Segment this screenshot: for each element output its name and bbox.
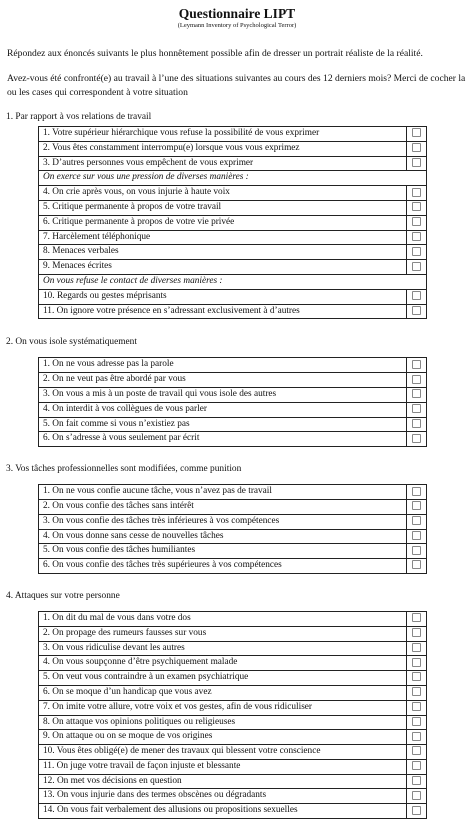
checkbox-cell [407, 626, 427, 641]
answer-checkbox[interactable] [412, 560, 421, 569]
question-row [39, 417, 427, 432]
checkbox-cell [407, 289, 427, 304]
question-row [39, 432, 427, 447]
checkbox-cell [407, 559, 427, 574]
question-text: 8. Menaces verbales [39, 245, 407, 260]
checkbox-cell [407, 611, 427, 626]
checkbox-cell [407, 186, 427, 201]
section-tasks [4, 463, 470, 574]
answer-checkbox[interactable] [412, 687, 421, 696]
answer-checkbox[interactable] [412, 232, 421, 241]
answer-checkbox[interactable] [412, 375, 421, 384]
section-title: 3. Vos tâches professionnelles sont modifiées, comme punition [6, 464, 242, 475]
question-text: 6. On se moque d’un handicap que vous avez [39, 685, 407, 700]
instructions-paragraph: Avez-vous été confronté(e) au travail à l’une des situations suivantes au cours des 12 derniers mois? Merci de cocher la ou les cases qui correspondent à votre situation [7, 73, 466, 98]
question-text: 7. On imite votre allure, votre voix et vos gestes, afin de vous ridiculiser [39, 700, 407, 715]
question-row [39, 559, 427, 574]
question-row [39, 156, 427, 171]
answer-checkbox[interactable] [412, 306, 421, 315]
question-row [39, 804, 427, 819]
checkbox-cell [407, 230, 427, 245]
question-row [39, 245, 427, 260]
checkbox-cell [407, 685, 427, 700]
answer-checkbox[interactable] [412, 746, 421, 755]
question-row [39, 141, 427, 156]
question-row [39, 611, 427, 626]
subheading-text: On vous refuse le contact de diverses manières : [39, 274, 427, 289]
question-row [39, 789, 427, 804]
question-text: 4. On vous donne sans cesse de nouvelles tâches [39, 529, 407, 544]
section-title: 2. On vous isole systématiquement [6, 337, 137, 348]
question-text: 1. On ne vous confie aucune tâche, vous n’avez pas de travail [39, 485, 407, 500]
checkbox-cell [407, 432, 427, 447]
question-row [39, 544, 427, 559]
checkbox-cell [407, 514, 427, 529]
section-title: 4. Attaques sur votre personne [6, 590, 120, 601]
question-text: 6. Critique permanente à propos de votre vie privée [39, 215, 407, 230]
question-text: 3. On vous a mis à un poste de travail qui vous isole des autres [39, 387, 407, 402]
answer-checkbox[interactable] [412, 143, 421, 152]
question-row [39, 759, 427, 774]
checkbox-cell [407, 789, 427, 804]
question-row [39, 774, 427, 789]
question-text: 2. Vous êtes constamment interrompu(e) lorsque vous vous exprimez [39, 141, 407, 156]
question-text: 14. On vous fait verbalement des allusions ou propositions sexuelles [39, 804, 407, 819]
checkbox-cell [407, 544, 427, 559]
page-subtitle: (Leymann Inventory of Psychological Terror) [177, 22, 297, 29]
checkbox-cell [407, 499, 427, 514]
checkbox-cell [407, 804, 427, 819]
question-row [39, 641, 427, 656]
checkbox-cell [407, 730, 427, 745]
question-text: 6. On s’adresse à vous seulement par écrit [39, 432, 407, 447]
question-row [39, 700, 427, 715]
checkbox-cell [407, 156, 427, 171]
question-text: 2. On vous confie des tâches sans intérêt [39, 499, 407, 514]
question-row [39, 529, 427, 544]
section-isolation [4, 336, 470, 447]
checkbox-cell [407, 141, 427, 156]
checkbox-cell [407, 745, 427, 760]
answer-checkbox[interactable] [412, 806, 421, 815]
question-row [39, 626, 427, 641]
question-text: 4. On vous soupçonne d’être psychiquement malade [39, 656, 407, 671]
answer-checkbox[interactable] [412, 761, 421, 770]
question-row [39, 373, 427, 388]
question-text: 5. Critique permanente à propos de votre travail [39, 200, 407, 215]
question-row [39, 715, 427, 730]
checkbox-cell [407, 260, 427, 275]
checkbox-cell [407, 200, 427, 215]
subheading-text: On exerce sur vous une pression de diverses manières : [39, 171, 427, 186]
checkbox-cell [407, 402, 427, 417]
question-text: 1. On dit du mal de vous dans votre dos [39, 611, 407, 626]
answer-checkbox[interactable] [412, 516, 421, 525]
answer-checkbox[interactable] [412, 776, 421, 785]
page-title: Questionnaire LIPT [178, 6, 296, 21]
question-table [38, 357, 427, 447]
answer-checkbox[interactable] [412, 360, 421, 369]
checkbox-cell [407, 245, 427, 260]
checkbox-cell [407, 127, 427, 142]
question-text: 9. Menaces écrites [39, 260, 407, 275]
checkbox-cell [407, 417, 427, 432]
section-relations [4, 111, 470, 319]
answer-checkbox[interactable] [412, 217, 421, 226]
answer-checkbox[interactable] [412, 717, 421, 726]
subheading-row [39, 274, 427, 289]
question-text: 10. Vous êtes obligé(e) de mener des travaux qui blessent votre conscience [39, 745, 407, 760]
question-row [39, 745, 427, 760]
question-row [39, 499, 427, 514]
question-row [39, 685, 427, 700]
question-text: 3. On vous confie des tâches très inférieures à vos compétences [39, 514, 407, 529]
question-text: 10. Regards ou gestes méprisants [39, 289, 407, 304]
checkbox-cell [407, 485, 427, 500]
question-text: 5. On vous confie des tâches humiliantes [39, 544, 407, 559]
question-table [38, 126, 427, 319]
checkbox-cell [407, 671, 427, 686]
question-text: 1. Votre supérieur hiérarchique vous refuse la possibilité de vous exprimer [39, 127, 407, 142]
checkbox-cell [407, 373, 427, 388]
question-table [38, 484, 427, 574]
answer-checkbox[interactable] [412, 501, 421, 510]
question-text: 6. On vous confie des tâches très supérieures à vos compétences [39, 559, 407, 574]
checkbox-cell [407, 715, 427, 730]
answer-checkbox[interactable] [412, 291, 421, 300]
answer-checkbox[interactable] [412, 702, 421, 711]
question-row [39, 260, 427, 275]
answer-checkbox[interactable] [412, 487, 421, 496]
answer-checkbox[interactable] [412, 628, 421, 637]
checkbox-cell [407, 215, 427, 230]
question-row [39, 402, 427, 417]
answer-checkbox[interactable] [412, 247, 421, 256]
subheading-row [39, 171, 427, 186]
answer-checkbox[interactable] [412, 434, 421, 443]
question-row [39, 304, 427, 319]
answer-checkbox[interactable] [412, 188, 421, 197]
question-text: 4. On interdit à vos collègues de vous parler [39, 402, 407, 417]
question-row [39, 127, 427, 142]
checkbox-cell [407, 358, 427, 373]
question-text: 7. Harcèlement téléphonique [39, 230, 407, 245]
checkbox-cell [407, 641, 427, 656]
question-text: 9. On attaque ou on se moque de vos origines [39, 730, 407, 745]
answer-checkbox[interactable] [412, 672, 421, 681]
question-row [39, 230, 427, 245]
question-row [39, 200, 427, 215]
checkbox-cell [407, 759, 427, 774]
checkbox-cell [407, 774, 427, 789]
question-row [39, 215, 427, 230]
answer-checkbox[interactable] [412, 546, 421, 555]
question-text: 1. On ne vous adresse pas la parole [39, 358, 407, 373]
section-title: 1. Par rapport à vos relations de travail [6, 112, 152, 122]
answer-checkbox[interactable] [412, 404, 421, 413]
question-text: 5. On fait comme si vous n’existiez pas [39, 417, 407, 432]
answer-checkbox[interactable] [412, 732, 421, 741]
question-text: 11. On ignore votre présence en s’adressant exclusivement à d’autres [39, 304, 407, 319]
question-text: 11. On juge votre travail de façon injuste et blessante [39, 759, 407, 774]
question-table [38, 611, 427, 819]
answer-checkbox[interactable] [412, 531, 421, 540]
question-text: 3. On vous ridiculise devant les autres [39, 641, 407, 656]
intro-paragraph: Répondez aux énoncés suivants le plus honnêtement possible afin de dresser un portrait réaliste de la réalité. [7, 48, 423, 59]
question-text: 12. On met vos décisions en question [39, 774, 407, 789]
question-text: 13. On vous injurie dans des termes obscènes ou dégradants [39, 789, 407, 804]
answer-checkbox[interactable] [412, 389, 421, 398]
answer-checkbox[interactable] [412, 202, 421, 211]
checkbox-cell [407, 529, 427, 544]
checkbox-cell [407, 700, 427, 715]
answer-checkbox[interactable] [412, 613, 421, 622]
section-personal-attacks [4, 590, 470, 819]
checkbox-cell [407, 304, 427, 319]
question-text: 4. On crie après vous, on vous injurie à haute voix [39, 186, 407, 201]
answer-checkbox[interactable] [412, 643, 421, 652]
checkbox-cell [407, 656, 427, 671]
question-row [39, 671, 427, 686]
answer-checkbox[interactable] [412, 419, 421, 428]
question-row [39, 387, 427, 402]
question-text: 2. On propage des rumeurs fausses sur vous [39, 626, 407, 641]
question-row [39, 358, 427, 373]
answer-checkbox[interactable] [412, 658, 421, 667]
answer-checkbox[interactable] [412, 791, 421, 800]
answer-checkbox[interactable] [412, 158, 421, 167]
question-text: 2. On ne veut pas être abordé par vous [39, 373, 407, 388]
question-row [39, 730, 427, 745]
question-text: 3. D’autres personnes vous empêchent de vous exprimer [39, 156, 407, 171]
question-row [39, 289, 427, 304]
answer-checkbox[interactable] [412, 128, 421, 137]
question-row [39, 485, 427, 500]
checkbox-cell [407, 387, 427, 402]
question-text: 8. On attaque vos opinions politiques ou religieuses [39, 715, 407, 730]
question-row [39, 656, 427, 671]
question-row [39, 186, 427, 201]
answer-checkbox[interactable] [412, 262, 421, 271]
question-row [39, 514, 427, 529]
question-text: 5. On veut vous contraindre à un examen psychiatrique [39, 671, 407, 686]
